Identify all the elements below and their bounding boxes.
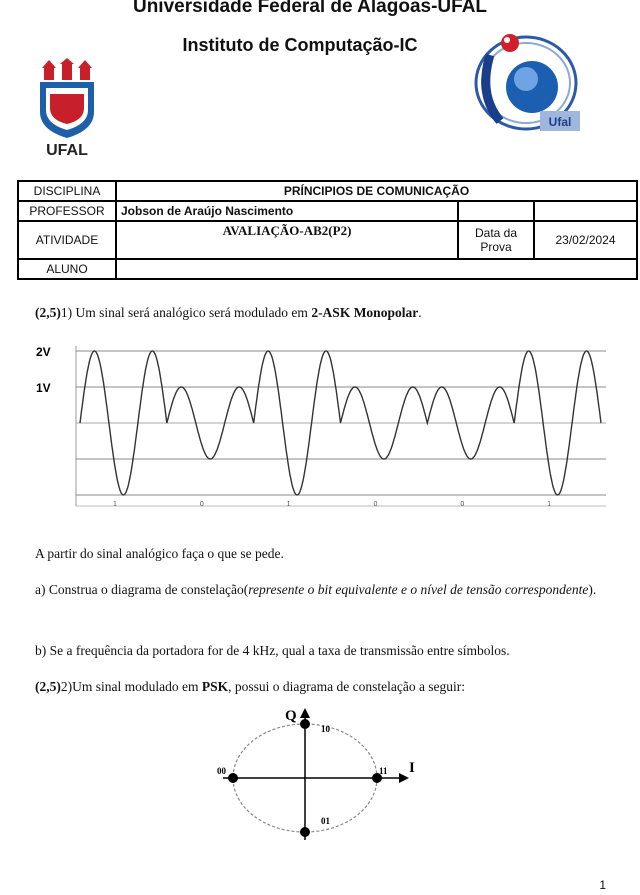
professor-label: PROFESSOR xyxy=(18,201,116,221)
i-axis-label: I xyxy=(409,760,415,776)
point-10-label: 10 xyxy=(321,724,330,734)
point-00 xyxy=(228,773,238,783)
atividade-value: AVALIAÇÃO-AB2(P2) xyxy=(116,221,458,259)
point-01-label: 01 xyxy=(321,816,330,826)
page-number: 1 xyxy=(599,878,606,892)
institute-title: Instituto de Computação-IC xyxy=(182,35,418,55)
point-01 xyxy=(300,827,310,837)
atividade-label: ATIVIDADE xyxy=(18,221,116,259)
professor-value: Jobson de Araújo Nascimento xyxy=(116,201,458,221)
bit-label: 0 xyxy=(460,501,465,508)
q-axis-arrow xyxy=(300,708,310,718)
i-axis-arrow xyxy=(399,773,409,783)
exam-info-table xyxy=(17,180,638,280)
ic-logo-text: Ufal xyxy=(548,115,572,129)
ask-signal-chart xyxy=(36,338,616,518)
bit-label: 0 xyxy=(373,501,378,508)
data-label: Data da Prova xyxy=(458,221,534,259)
ufal-logo xyxy=(36,58,98,158)
psk-constellation xyxy=(195,702,435,852)
bit-label: 1 xyxy=(286,501,291,508)
blank-cell-1 xyxy=(458,201,534,221)
bit-label: 1 xyxy=(547,501,552,508)
question-1-intro: A partir do sinal analógico faça o que se pede. xyxy=(35,546,284,561)
aluno-field[interactable] xyxy=(116,259,637,279)
ic-logo xyxy=(470,25,582,135)
question-1a: a) Construa o diagrama de constelação(represente o bit equivalente e o nível de tensão correspondente). xyxy=(35,582,597,597)
point-11-label: 11 xyxy=(379,766,388,776)
y-tick-label: 1V xyxy=(36,381,51,395)
data-value: 23/02/2024 xyxy=(534,221,637,259)
question-1b: b) Se a frequência da portadora for de 4 kHz, qual a taxa de transmissão entre símbolos. xyxy=(35,643,510,658)
question-1-title: (2,5)1) Um sinal será analógico será modulado em 2-ASK Monopolar. xyxy=(35,305,422,320)
university-title: Universidade Federal de Alagoas-UFAL xyxy=(132,0,488,17)
bit-label: 0 xyxy=(199,501,204,508)
point-00-label: 00 xyxy=(217,766,226,776)
y-tick-label: 2V xyxy=(36,345,51,359)
disciplina-label: DISCIPLINA xyxy=(18,181,116,201)
point-10 xyxy=(300,719,310,729)
q-axis-label: Q xyxy=(285,708,297,724)
blank-cell-2 xyxy=(534,201,637,221)
bit-label: 1 xyxy=(112,501,117,508)
disciplina-value: PRÍNCIPIOS DE COMUNICAÇÃO xyxy=(116,181,637,201)
ufal-logo-text: UFAL xyxy=(46,142,88,158)
aluno-label: ALUNO xyxy=(18,259,116,279)
question-2-title: (2,5)2)Um sinal modulado em PSK, possui o diagrama de constelação a seguir: xyxy=(35,679,466,694)
